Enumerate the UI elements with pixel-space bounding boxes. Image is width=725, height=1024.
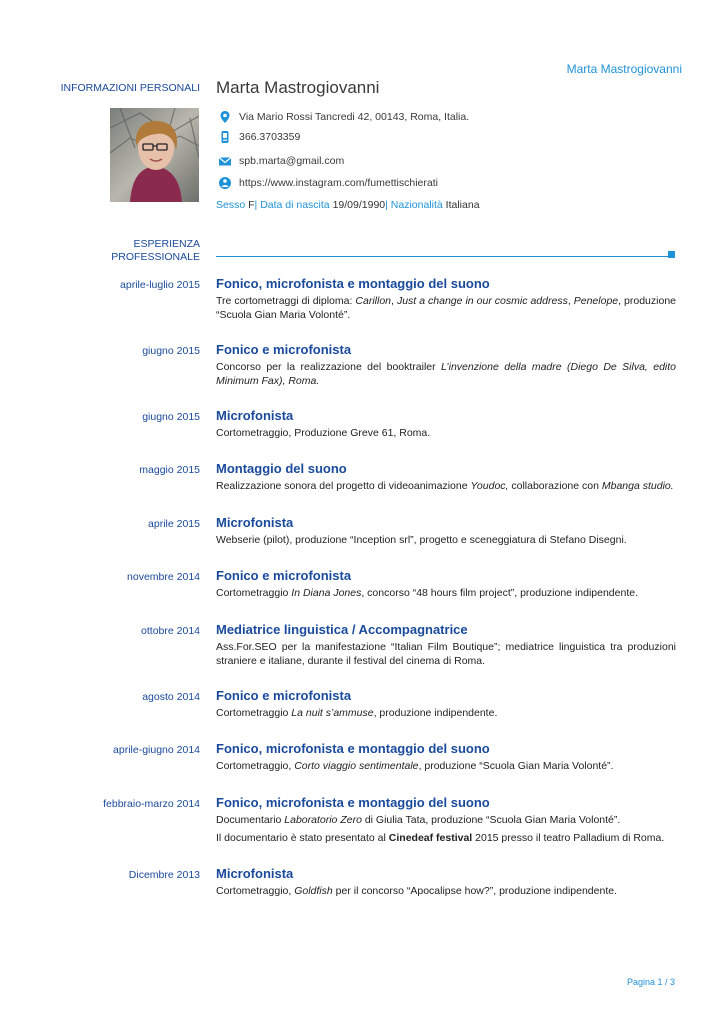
location-icon xyxy=(218,110,232,124)
description-segment: L’invenzione della madre (Diego De Silva, edito Minimum Fax), Roma. xyxy=(216,361,676,387)
experience-entry xyxy=(40,795,676,845)
description-segment: In Diana Jones xyxy=(291,587,362,599)
birth-value: 19/09/1990 xyxy=(332,199,386,211)
experience-entry xyxy=(40,568,676,600)
entry-title: Fonico e microfonista xyxy=(216,568,352,583)
description-segment: Just a change in our cosmic address xyxy=(396,295,568,307)
description-segment: Cortometraggio xyxy=(216,707,292,719)
description-segment: Mbanga studio. xyxy=(601,480,674,492)
address-text: Via Mario Rossi Tancredi 42, 00143, Roma, Italia. xyxy=(239,111,470,123)
nationality-value: Italiana xyxy=(445,199,480,211)
description-segment: La nuit s’ammuse xyxy=(291,707,374,719)
person-name: Marta Mastrogiovanni xyxy=(216,78,380,97)
description-segment: Realizzazione sonora del progetto di videoanimazione xyxy=(216,480,471,492)
entry-date: ottobre 2014 xyxy=(141,625,200,637)
description-segment: Penelope xyxy=(573,295,619,307)
entry-description xyxy=(216,479,676,493)
personal-details: Sesso F| Data di nascita 19/09/1990| Nazionalità Italiana xyxy=(216,199,480,211)
profile-photo xyxy=(110,108,199,202)
experience-entry xyxy=(40,408,676,440)
entry-description xyxy=(216,759,676,773)
experience-entry xyxy=(40,515,676,547)
entry-date: aprile-giugno 2014 xyxy=(113,744,200,756)
description-segment: Laboratorio Zero xyxy=(284,814,362,826)
experience-label xyxy=(40,238,200,264)
description-segment: , concorso “48 hours film project”, produzione indipendente. xyxy=(361,587,638,599)
phone-text: 366.3703359 xyxy=(239,131,301,143)
description-segment: Cortometraggio, xyxy=(216,760,295,772)
sex-label: Sesso xyxy=(216,199,246,211)
header-name: Marta Mastrogiovanni xyxy=(566,62,682,76)
entry-title: Microfonista xyxy=(216,408,294,423)
description-segment: Concorso per la realizzazione del booktrailer xyxy=(216,361,442,373)
experience-entry xyxy=(40,866,676,898)
entry-date: giugno 2015 xyxy=(142,411,200,423)
entry-description xyxy=(216,360,676,388)
description-segment: , produzione “Scuola Gian Maria Volonté”. xyxy=(216,295,676,321)
experience-entry xyxy=(40,342,676,388)
section-divider xyxy=(216,256,670,257)
description-segment: Webserie (pilot), produzione “Inception srl”, progetto e sceneggiatura di Stefano Disegni. xyxy=(216,534,627,546)
entry-description xyxy=(216,884,676,898)
description-segment: Cortometraggio, xyxy=(216,885,295,897)
entry-description xyxy=(216,586,676,600)
entry-date: novembre 2014 xyxy=(127,571,200,583)
entry-date: maggio 2015 xyxy=(139,464,200,476)
experience-entry xyxy=(40,741,676,773)
entry-description xyxy=(216,640,676,668)
phone-icon xyxy=(218,130,232,144)
description-segment: Cortometraggio, Produzione Greve 61, Roma. xyxy=(216,427,431,439)
description-segment: , produzione indipendente. xyxy=(373,707,498,719)
experience-entry xyxy=(40,622,676,668)
description-segment: Cinedeaf festival xyxy=(388,832,473,844)
experience-entry xyxy=(40,276,676,322)
entry-date: giugno 2015 xyxy=(142,345,200,357)
entry-title: Fonico, microfonista e montaggio del suono xyxy=(216,276,490,291)
entry-description xyxy=(216,831,676,845)
sex-value: F xyxy=(248,199,255,211)
description-segment: Il documentario è stato presentato al xyxy=(216,832,389,844)
entry-date: Dicembre 2013 xyxy=(128,869,200,881)
birth-label: Data di nascita xyxy=(260,199,330,211)
entry-title: Fonico e microfonista xyxy=(216,342,352,357)
entry-description xyxy=(216,426,676,440)
entry-description xyxy=(216,813,676,827)
description-segment: Documentario xyxy=(216,814,285,826)
description-segment: , produzione “Scuola Gian Maria Volonté”. xyxy=(418,760,614,772)
experience-label-line1: ESPERIENZA xyxy=(133,238,200,250)
entry-title: Microfonista xyxy=(216,866,294,881)
description-segment: Ass.For.SEO per la manifestazione “Italian Film Boutique”; mediatrice linguistica tra produzioni straniere e italiane, durante il festival del cinema di Roma. xyxy=(216,641,676,667)
entry-date: agosto 2014 xyxy=(142,691,200,703)
entry-title: Fonico, microfonista e montaggio del suono xyxy=(216,741,490,756)
page-number: Pagina 1 / 3 xyxy=(626,977,675,987)
entry-title: Mediatrice linguistica / Accompagnatrice xyxy=(216,622,468,637)
nationality-label: Nazionalità xyxy=(390,199,443,211)
entry-title: Fonico e microfonista xyxy=(216,688,352,703)
personal-info-label: INFORMAZIONI PERSONALI xyxy=(60,82,200,94)
entry-title: Microfonista xyxy=(216,515,294,530)
description-segment: Goldfish xyxy=(294,885,333,897)
description-segment: Corto viaggio sentimentale xyxy=(294,760,419,772)
description-segment: di Giulia Tata, produzione “Scuola Gian Maria Volonté”. xyxy=(361,814,621,826)
entry-date: febbraio-marzo 2014 xyxy=(103,798,200,810)
description-segment: , xyxy=(391,295,397,307)
email-icon xyxy=(218,154,232,168)
experience-entry xyxy=(40,461,676,493)
entry-description xyxy=(216,706,676,720)
web-icon xyxy=(218,176,232,190)
section-divider-marker xyxy=(668,251,675,258)
description-segment: Youdoc, xyxy=(470,480,509,492)
description-segment: Carillon xyxy=(355,295,392,307)
entry-title: Fonico, microfonista e montaggio del suono xyxy=(216,795,490,810)
entry-date: aprile 2015 xyxy=(148,518,200,530)
description-segment: per il concorso “Apocalipse how?”, produzione indipendente. xyxy=(332,885,617,897)
experience-entry xyxy=(40,688,676,720)
description-segment: collaborazione con xyxy=(508,480,602,492)
description-segment: Cortometraggio xyxy=(216,587,292,599)
description-segment: , xyxy=(567,295,574,307)
entry-title: Montaggio del suono xyxy=(216,461,347,476)
experience-label-line2: PROFESSIONALE xyxy=(111,251,200,263)
website-text[interactable]: https://www.instagram.com/fumettischierati xyxy=(239,177,438,189)
entry-date: aprile-luglio 2015 xyxy=(120,279,200,291)
description-segment: Tre cortometraggi di diploma: xyxy=(216,295,356,307)
description-segment: 2015 presso il teatro Palladium di Roma. xyxy=(472,832,665,844)
entry-description xyxy=(216,533,676,547)
entry-description xyxy=(216,294,676,322)
email-text[interactable]: spb.marta@gmail.com xyxy=(239,155,345,167)
